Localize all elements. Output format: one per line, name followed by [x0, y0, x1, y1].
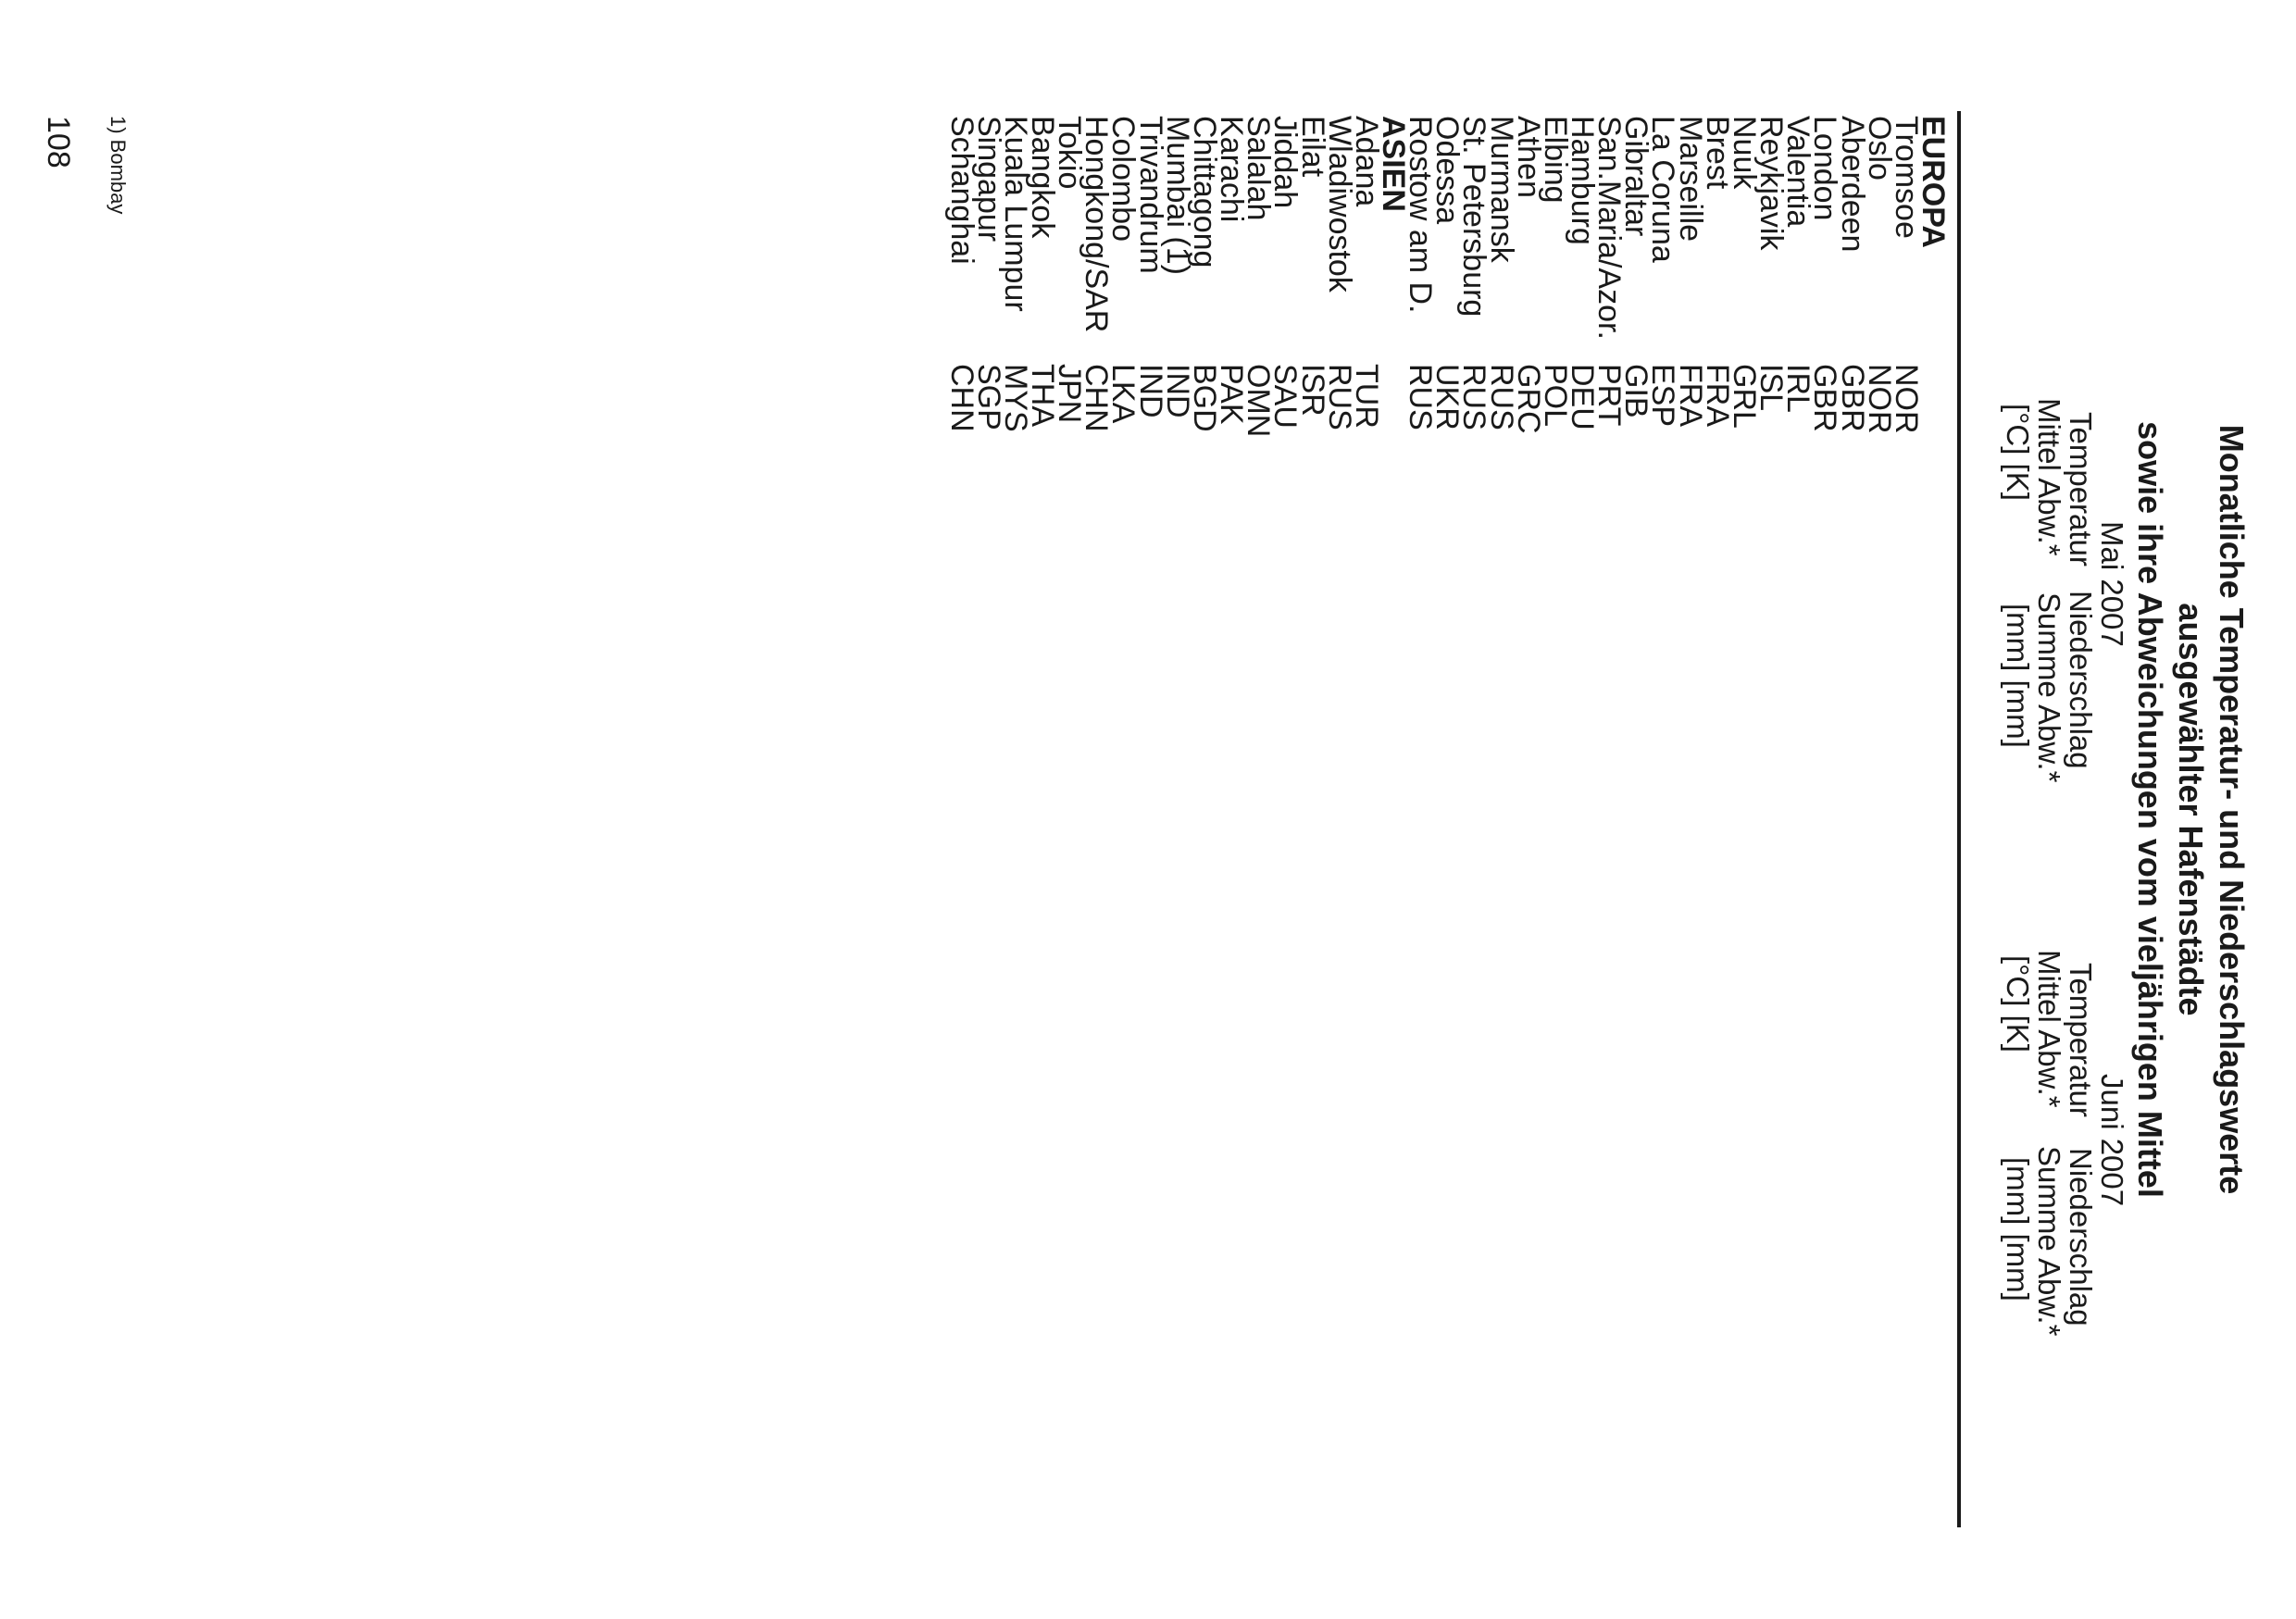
cell-station: Mumbai (1) [1159, 116, 1195, 275]
cell-station: Chittagong [1186, 116, 1222, 268]
header-june-unit-prec: [mm] [mm] [2001, 1157, 2035, 1301]
cell-station: Reykjavik [1753, 116, 1790, 251]
cell-station: Kuala Lumpur [997, 116, 1033, 312]
cell-station: Gibraltar [1618, 116, 1654, 237]
cell-station: Adana [1348, 116, 1384, 207]
footnote: 1) Bombay [106, 116, 130, 215]
cell-country: IND [1132, 364, 1168, 418]
cell-station: Nuuk [1726, 116, 1762, 190]
cell-country: RUS [1321, 364, 1357, 430]
cell-station: Hongkong/SAR [1079, 116, 1115, 333]
header-may-summe-abw: Summe Abw.* [2032, 592, 2066, 783]
header-may-mittel-abw: Mittel Abw.* [2032, 398, 2066, 556]
cell-country: ISL [1753, 364, 1790, 412]
cell-station: Karachi [1214, 116, 1250, 223]
cell-country: ESP [1645, 364, 1681, 428]
cell-country: DEU [1565, 364, 1601, 430]
page-number: 108 [41, 116, 76, 168]
cell-country: POL [1537, 364, 1573, 428]
section-label: EUROPA [1915, 116, 1951, 248]
cell-country: THA [1025, 364, 1061, 427]
cell-country: PRT [1591, 364, 1628, 427]
cell-station: Marseille [1672, 116, 1708, 243]
cell-country: FRA [1699, 364, 1735, 427]
cell-station: Elbing [1537, 116, 1573, 204]
cell-station: La Coruna [1645, 116, 1681, 263]
cell-station: San.Maria/Azor. [1591, 116, 1628, 340]
header-june-niederschlag: Niederschlag [2064, 1148, 2098, 1326]
cell-station: Brest [1699, 116, 1735, 190]
cell-station: Rostow am D. [1403, 116, 1439, 314]
cell-country: TUR [1348, 364, 1384, 429]
table-title-line-1: Monatliche Temperatur- und Niederschlagswerte [2213, 424, 2251, 1195]
header-may-niederschlag: Niederschlag [2064, 591, 2098, 769]
cell-country: NOR [1861, 364, 1897, 434]
cell-country: MYS [997, 364, 1033, 432]
cell-country: GRL [1726, 364, 1762, 429]
cell-station: Murmansk [1483, 116, 1519, 263]
cell-station: London [1807, 116, 1843, 221]
cell-station: Athen [1510, 116, 1546, 198]
cell-country: GIB [1618, 364, 1654, 418]
header-june-mittel-abw: Mittel Abw.* [2032, 950, 2066, 1108]
header-may: Mai 2007 [2095, 521, 2129, 647]
cell-station: Trivandrum [1132, 116, 1168, 274]
cell-country: ISR [1294, 364, 1330, 417]
section-label: ASIEN [1376, 116, 1411, 212]
cell-country: IRL [1780, 364, 1816, 413]
cell-station: Odessa [1429, 116, 1466, 225]
cell-station: Hamburg [1565, 116, 1601, 245]
cell-station: Tokio [1052, 116, 1088, 190]
header-june-summe-abw: Summe Abw.* [2032, 1146, 2066, 1337]
cell-station: Salalah [1241, 116, 1277, 221]
header-june: Juni 2007 [2095, 1074, 2129, 1207]
cell-country: SAU [1267, 364, 1304, 429]
cell-country: GRC [1510, 364, 1546, 434]
cell-country: IND [1159, 364, 1195, 418]
cell-station: Colombo [1105, 116, 1142, 243]
cell-country: SGP [970, 364, 1006, 430]
cell-station: Valentia [1780, 116, 1816, 228]
cell-station: Schanghai [943, 116, 980, 265]
cell-country: CHN [1079, 364, 1115, 432]
cell-country: BGD [1186, 364, 1222, 432]
cell-country: LKA [1105, 364, 1142, 424]
cell-station: Aberdeen [1834, 116, 1870, 253]
header-may-unit-prec: [mm] [mm] [2001, 604, 2035, 748]
cell-country: GBR [1834, 364, 1870, 432]
table-title-line-3: sowie ihre Abweichungen vom vieljährigen Mittel [2131, 421, 2169, 1198]
cell-country: PAK [1214, 364, 1250, 425]
cell-station: Bangkok [1025, 116, 1061, 239]
cell-station: Eilat [1294, 116, 1330, 178]
cell-country: RUS [1456, 364, 1492, 430]
cell-country: RUS [1483, 364, 1519, 430]
header-june-unit-temp: [°C] [K] [2001, 955, 2035, 1052]
cell-station: Oslo [1861, 116, 1897, 181]
header-june-temperatur: Temperatur [2064, 963, 2098, 1117]
cell-station: Tromsoe [1888, 116, 1924, 239]
cell-country: FRA [1672, 364, 1708, 427]
cell-country: OMN [1241, 364, 1277, 438]
cell-station: Singapur [970, 116, 1006, 243]
cell-country: RUS [1403, 364, 1439, 430]
cell-station: Wladiwostok [1321, 116, 1357, 293]
cell-country: UKR [1429, 364, 1466, 430]
table-rule [1957, 111, 1961, 1527]
table-title-line-2: ausgewählter Hafenstädte [2172, 603, 2210, 1016]
cell-country: CHN [943, 364, 980, 432]
cell-station: Jiddah [1267, 116, 1304, 209]
header-may-temperatur: Temperatur [2064, 412, 2098, 567]
cell-station: St. Petersburg [1456, 116, 1492, 318]
cell-country: JPN [1052, 364, 1088, 424]
header-may-unit-temp: [°C] [K] [2001, 404, 2035, 501]
cell-country: NOR [1888, 364, 1924, 434]
cell-country: GBR [1807, 364, 1843, 432]
